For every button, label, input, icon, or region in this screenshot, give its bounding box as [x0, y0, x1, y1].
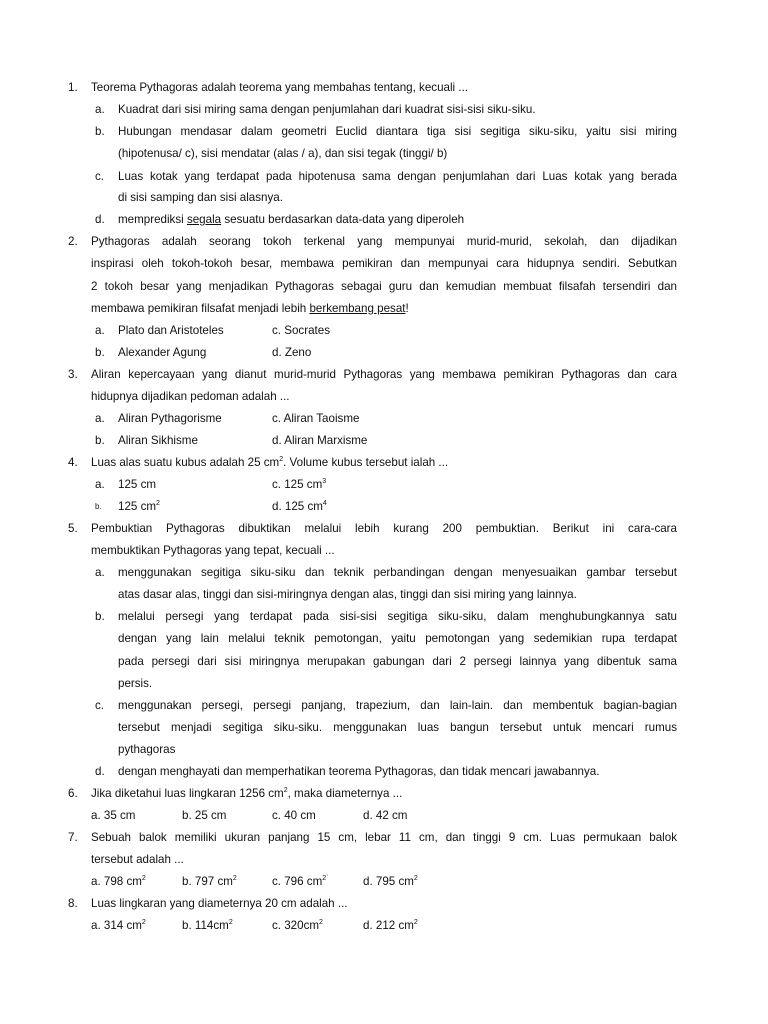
option-text: b. 25 cm	[182, 809, 227, 822]
option-text: Luas kotak yang terdapat pada hipotenusa sama dengan penjumlahan dari Luas kotak yang berada	[118, 170, 677, 183]
option-text: Aliran Sikhisme	[118, 434, 198, 447]
question-number: 8.	[68, 897, 78, 910]
option-text: b. $114cm^2$	[182, 919, 233, 932]
question-text: hidupnya dijadikan pedoman adalah ...	[91, 390, 290, 403]
question-text: Jika diketahui luas lingkaran 1256 $cm^2$, maka diameternya ...	[91, 787, 403, 800]
option-text: c. 125 $cm^3$	[272, 478, 327, 491]
option-label: a.	[95, 566, 105, 579]
question-text: Teorema Pythagoras adalah teorema yang membahas tentang, kecuali ...	[91, 81, 469, 94]
question-text: Aliran kepercayaan yang dianut murid-murid Pythagoras yang membawa pemikiran Pythagoras dan cara	[91, 368, 677, 381]
option-label: c.	[95, 699, 105, 712]
option-text: atas dasar alas, tinggi dan sisi-miringnya dengan alas, tinggi dan sisi miring yang lainnya.	[118, 588, 577, 601]
option-text: pada persegi dari sisi miringnya merupakan gabungan dari 2 persegi lainnya yang dibentuk sama	[118, 655, 677, 668]
option-text: tersebut menjadi segitiga siku-siku. menggunakan luas bangun tersebut untuk mencari rumus	[118, 721, 677, 734]
option-text: Plato dan Aristoteles	[118, 324, 224, 337]
option-text: (hipotenusa/ c), sisi mendatar (alas / a), dan sisi tegak (tinggi/ b)	[118, 147, 448, 160]
option-text: Kuadrat dari sisi miring sama dengan penjumlahan dari kuadrat sisi-sisi siku-siku.	[118, 103, 536, 116]
option-text: c. 40 cm	[272, 809, 316, 822]
question-text: inspirasi oleh tokoh-tokoh besar, membawa pemikiran dan mempunyai cara hidupnya sendiri. Sebutkan	[91, 257, 677, 270]
question-text: Luas lingkaran yang diameternya 20 cm adalah ...	[91, 897, 348, 910]
option-text: b. 797 $cm^2$	[182, 875, 237, 888]
option-label: d.	[95, 765, 105, 778]
option-label: b.	[95, 434, 105, 447]
option-text: memprediksi segala sesuatu berdasarkan data-data yang diperoleh	[118, 213, 465, 226]
option-text: Hubungan mendasar dalam geometri Euclid diantara tiga sisi segitiga siku-siku, yaitu sisi miring	[118, 125, 677, 138]
option-text: pythagoras	[118, 743, 176, 756]
option-text: Alexander Agung	[118, 346, 207, 359]
question-number: 3.	[68, 368, 78, 381]
option-label: a.	[95, 478, 105, 491]
option-text: c. 796 $cm^{2`}$	[272, 875, 329, 888]
option-label: b.	[95, 502, 102, 511]
question-number: 2.	[68, 235, 78, 248]
question-text: tersebut adalah ...	[91, 853, 184, 866]
question-number: 7.	[68, 831, 78, 844]
question-text: membawa pemikiran filsafat menjadi lebih berkembang pesat!	[91, 302, 409, 315]
option-text: d. 212 $cm^2$	[363, 919, 418, 932]
option-text: d. Aliran Marxisme	[272, 434, 368, 447]
option-text: di sisi samping dan sisi alasnya.	[118, 191, 283, 204]
option-label: b.	[95, 610, 105, 623]
option-label: b.	[95, 125, 105, 138]
option-text: a. 314 $cm^2$	[91, 919, 146, 932]
question-number: 6.	[68, 787, 78, 800]
option-text: c. Aliran Taoisme	[272, 412, 360, 425]
question-text: Pythagoras adalah seorang tokoh terkenal yang mempunyai murid-murid, sekolah, dan dijadikan	[91, 235, 677, 248]
option-text: d. 42 cm	[363, 809, 408, 822]
option-text: melalui persegi yang terdapat pada sisi-sisi segitiga siku-siku, dalam menghubungkannya satu	[118, 610, 677, 623]
option-text: menggunakan persegi, persegi panjang, trapezium, dan lain-lain. dan membentuk bagian-bagian	[118, 699, 677, 712]
question-number: 4.	[68, 456, 78, 469]
option-label: a.	[95, 103, 105, 116]
question-number: 5.	[68, 522, 78, 535]
option-label: c.	[95, 170, 105, 183]
option-text: 125 $cm^2$	[118, 500, 160, 513]
question-text: 2 tokoh besar yang menjadikan Pythagoras sebagai guru dan kemudian membuat filsafah tersendiri dan	[91, 280, 677, 293]
option-text: Aliran Pythagorisme	[118, 412, 222, 425]
option-text: dengan yang lain melalui teknik pemotongan, yaitu pemotongan yang sedemikian rupa terdapat	[118, 632, 677, 645]
option-text: a. 798 $cm^2$	[91, 875, 146, 888]
option-text: c. Socrates	[272, 324, 330, 337]
question-text: Sebuah balok memiliki ukuran panjang 15 cm, lebar 11 cm, dan tinggi 9 cm. Luas permukaan balok	[91, 831, 677, 844]
option-text: dengan menghayati dan memperhatikan teorema Pythagoras, dan tidak mencari jawabannya.	[118, 765, 600, 778]
option-label: a.	[95, 412, 105, 425]
question-number: 1.	[68, 81, 78, 94]
question-text: Luas alas suatu kubus adalah 25 $cm^2$. Volume kubus tersebut ialah ...	[91, 456, 449, 469]
option-text: a. 35 cm	[91, 809, 136, 822]
option-text: 125 cm	[118, 478, 157, 491]
option-label: a.	[95, 324, 105, 337]
question-text: membuktikan Pythagoras yang tepat, kecuali ...	[91, 544, 335, 557]
option-label: d.	[95, 213, 105, 226]
option-text: d. Zeno	[272, 346, 312, 359]
option-text: menggunakan segitiga siku-siku dan teknik perbandingan dengan menyesuaikan gambar tersebut	[118, 566, 677, 579]
option-text: d. 795 $cm^2$	[363, 875, 418, 888]
option-text: d. 125 $cm^4$	[272, 500, 327, 513]
question-text: Pembuktian Pythagoras dibuktikan melalui lebih kurang 200 pembuktian. Berikut ini cara-cara	[91, 522, 677, 535]
option-text: c. $320cm^2$	[272, 919, 323, 932]
option-label: b.	[95, 346, 105, 359]
option-text: persis.	[118, 677, 153, 690]
